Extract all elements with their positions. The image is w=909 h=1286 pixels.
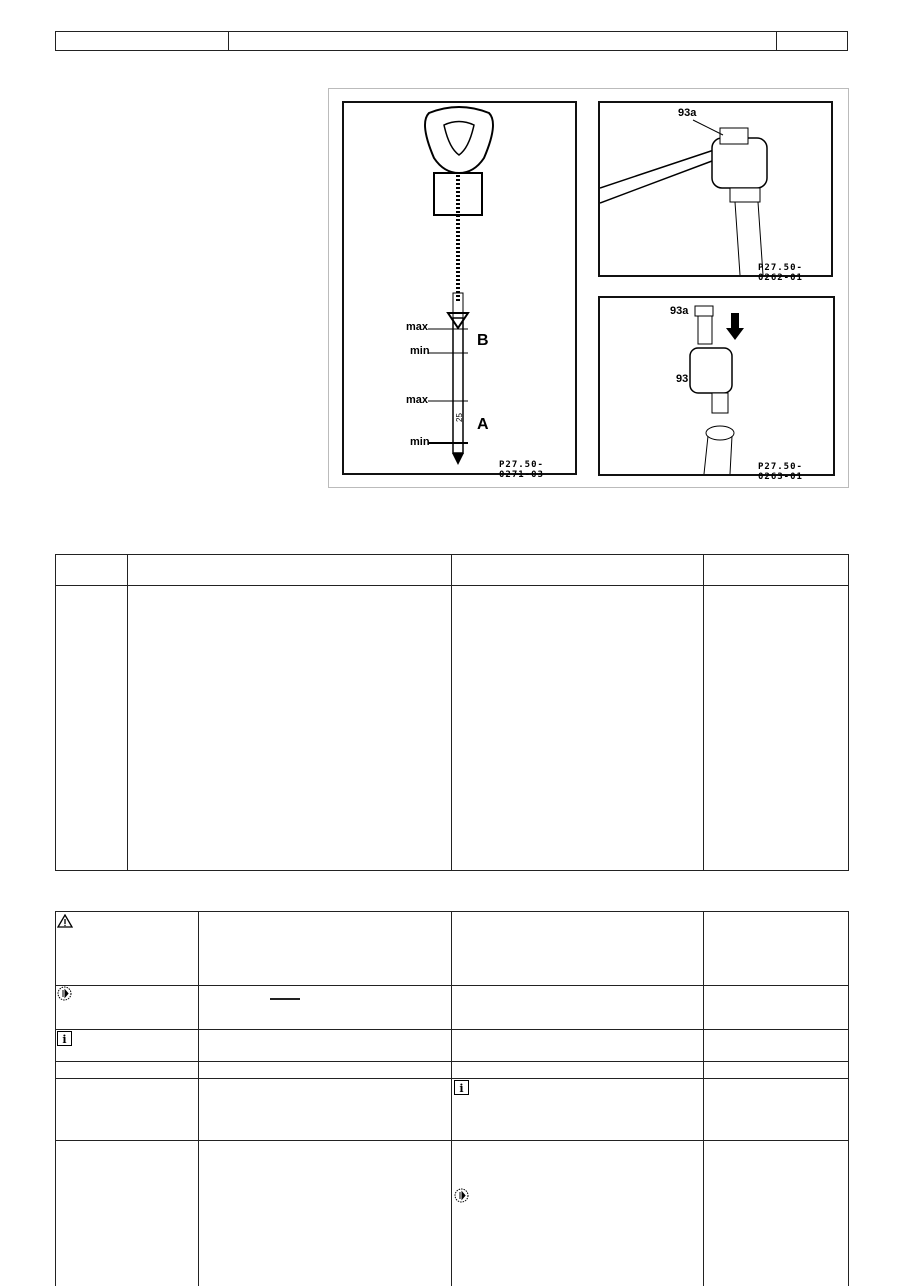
level-b-label: B [477, 332, 489, 349]
notes-table [55, 911, 849, 1286]
dipstick-panel [342, 101, 577, 480]
row-divider [55, 1061, 849, 1062]
column-divider [198, 911, 199, 1286]
header-bar [55, 31, 848, 51]
clip-install-panel [598, 296, 835, 482]
column-divider [127, 554, 128, 871]
underline-mark [270, 998, 300, 1000]
clip-removal-illustration [600, 103, 831, 275]
figure-code: P27.50-0262-01 [758, 263, 803, 283]
info-icon [57, 1031, 72, 1046]
min-label-b: min [410, 345, 430, 357]
row-divider [55, 985, 849, 986]
part-93a-label: 93a [670, 305, 689, 317]
column-divider [703, 554, 704, 871]
max-label-b: max [406, 321, 429, 333]
svg-text:i: i [459, 1082, 464, 1095]
divider [776, 31, 777, 51]
column-divider [451, 554, 452, 871]
row-divider [55, 1078, 849, 1079]
info-icon [454, 1080, 469, 1095]
part-93-label: 93 [676, 373, 689, 385]
table-header-divider [55, 585, 849, 586]
divider [228, 31, 229, 51]
figure-code: P27.50-0271-03 [499, 460, 544, 480]
dimension-label: 25 [454, 413, 464, 422]
svg-text:i: i [62, 1033, 67, 1046]
figure-code: P27.50-0263-01 [758, 462, 803, 482]
warning-icon [57, 914, 73, 928]
note-icon [57, 986, 72, 1001]
note-icon [454, 1188, 469, 1203]
max-label-a: max [406, 394, 429, 406]
level-a-label: A [477, 416, 489, 433]
procedure-table [55, 554, 849, 871]
clip-removal-panel [598, 101, 833, 283]
clip-install-illustration [600, 298, 833, 474]
row-divider [55, 1029, 849, 1030]
part-93a-label: 93a [678, 107, 697, 119]
min-label-a: min [410, 436, 430, 448]
column-divider [451, 911, 452, 1286]
row-divider [55, 1140, 849, 1141]
column-divider [703, 911, 704, 1286]
